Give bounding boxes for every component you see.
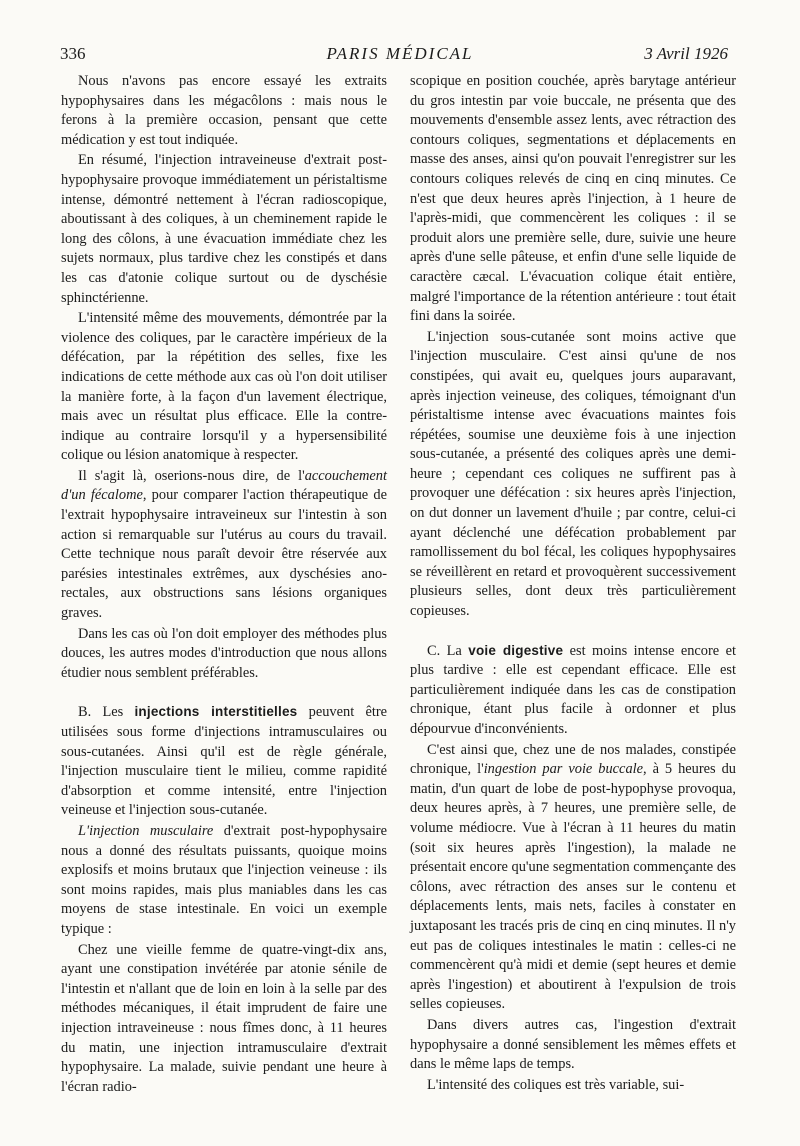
paragraph: scopique en position couchée, après barytage antérieur du gros intestin par voie buccale, ne présenta que des mouvements d'ensemble assez lents, avec rétraction des contours coliques, segmentations et déplacements en masse des anses, ainsi qu'on pouvait l'enregistrer sur les contours coliques relevés de cinq en cinq minutes. Ce n'est que deux heures après l'injection, à 1 heure de l'après-midi, que commencèrent les coliques : il se produit alors une première selle, dure, suivie une heure après d'une selle pâteuse, et enfin d'une selle liquide de caractère cæcal. L'évacuation colique était entière, malgré l'importance de la rétention antérieure : tout était fini dans la soirée. bbox=[410, 73, 736, 325]
paragraph-text: , à 5 heures du matin, d'un quart de lobe de post-hypophyse provoqua, deux heures après, à 7 heures, une première selle, de volume médiocre. Vue à l'écran à 11 heures du matin (soit six heures après l'ingestion), la malade ne présentait encore qu'une segmentation commençante des côlons, avec rétraction des anses sur le contenu et déplacements lents, mais nets, faciles à constater en juxtaposant les tracés pris de cinq en cinq minutes. Il n'y eut pas de coliques intestinales le matin : celles-ci ne commencèrent qu'à midi et demie (sept heures et demie après l'ingestion) et aboutirent à l'expulsion de trois selles copieuses. bbox=[410, 761, 736, 1013]
section-label: C. La bbox=[427, 642, 469, 659]
paragraph bbox=[61, 822, 387, 940]
paragraph: Chez une vieille femme de quatre-vingt-dix ans, ayant une constipation invétérée par atonie sénile de l'intestin et n'allant que de loin en loin à la selle par des méthodes mécaniques, il était imprudent de faire une injection intraveineuse : nous fîmes donc, à 11 heures du matin, une injection intramusculaire d'extrait hypophysaire. La malade, suivie pendant une heure à l'écran radio- bbox=[61, 941, 387, 1095]
page-number: 336 bbox=[60, 44, 86, 63]
section-c-paragraph bbox=[410, 641, 736, 740]
section-b-paragraph bbox=[61, 702, 387, 821]
paragraph: L'injection sous-cutanée sont moins active que l'injection musculaire. C'est ainsi qu'une de nos constipées, qui avait eu, quelques jours auparavant, après injection veineuse, des coliques, témoignant d'un péristaltisme intense avec évacuations maintes fois répétées, soumise une deuxième fois à une injection sous-cutanée, a présenté des coliques après une demi-heure ; cependant ces coliques ne suffirent pas à provoquer une défécation : six heures après l'injection, on dut donner un lavement d'huile ; par contre, celui-ci ayant déclenché une défécation probablement par ramollissement du bol fécal, les coliques hypophysaires se réveillèrent en retard et provoquèrent successivement plusieurs selles, dont deux très particulièrement copieuses. bbox=[410, 328, 736, 620]
section-label: B. Les bbox=[78, 704, 135, 721]
paragraph-text: Il s'agit là, oserions-nous dire, de l' bbox=[78, 467, 305, 484]
paragraph: L'intensité des coliques est très variable, sui- bbox=[427, 1076, 685, 1093]
paragraph-text: C'est ainsi que, chez une de nos malades, constipée chronique, l' bbox=[410, 741, 736, 778]
left-column bbox=[61, 72, 387, 1097]
paragraph: L'intensité même des mouvements, démontrée par la violence des coliques, par le caractère impérieux de la défécation, par la répétition des selles, fixe les indications de cette méthode aux cas où l'on doit utiliser la manière forte, à la façon d'un lavement électrique, mais avec un résultat plus efficace. Elle la contre-indique au contraire lorsqu'il y a hypersensibilité colique ou lésion anatomique à respecter. bbox=[61, 310, 387, 464]
paragraph-text: est moins intense encore et plus tardive : elle est cependant efficace. Elle est particulièrement indiquée dans les cas de constipation chronique, étant plus facile à ordonner et plus dépourvue d'inconvénients. bbox=[410, 642, 736, 737]
section-heading: voie digestive bbox=[468, 642, 564, 658]
issue-date: 3 Avril 1926 bbox=[644, 44, 728, 63]
paragraph-text: peuvent être utilisées sous forme d'injections intramusculaires ou sous-cutanées. Ainsi qu'il est de règle générale, l'injection musculaire tient le milieu, comme rapidité d'absorption et comme intensité, entre l'injection veineuse et l'injection sous-cutanée. bbox=[61, 704, 388, 819]
italic-phrase: ingestion par voie buccale bbox=[483, 761, 644, 778]
paragraph-text: , pour comparer l'action thérapeutique de l'extrait hypophysaire intraveineux sur l'intestin à son action si remarquable sur l'utérus au cours du travail. Cette technique nous paraît devoir être réservée aux parésies intestinales extrêmes, aux dyschésies ano-rectales, aux obstructions sans lésions organiques graves. bbox=[61, 487, 387, 622]
paragraph: Nous n'avons pas encore essayé les extraits hypophysaires dans les mégacôlons : mais nous le ferons à la première occasion, pensant que cette médication y est tout indiquée. bbox=[61, 73, 387, 148]
paragraph: Dans les cas où l'on doit employer des méthodes plus douces, les autres modes d'introduction que nous allons étudier nous semblent préférables. bbox=[61, 625, 387, 681]
italic-phrase: L'injection musculaire bbox=[78, 822, 214, 839]
paragraph bbox=[61, 467, 387, 624]
paragraph: Dans divers autres cas, l'ingestion d'extrait hypophysaire a donné sensiblement les mêmes effets et dans le même laps de temps. bbox=[410, 1016, 736, 1073]
journal-title: PARIS MÉDICAL bbox=[326, 44, 474, 63]
section-heading: injections interstitielles bbox=[134, 704, 298, 720]
paragraph bbox=[410, 741, 736, 1015]
right-column bbox=[410, 72, 736, 1095]
paragraph: En résumé, l'injection intraveineuse d'extrait post-hypophysaire provoque immédiatement un péristaltisme intense, démontré nettement à l'écran radioscopique, aboutissant à des coliques, à un cheminement rapide le long des côlons, à une évacuation immédiate chez les sujets normaux, plus tardive chez les constipés et dans les cas d'atonie colique surtout ou de dyschésie sphinctérienne. bbox=[61, 152, 387, 306]
paragraph-text: d'extrait post-hypophysaire nous a donné des résultats puissants, quoique moins explosifs et moins brutaux que l'injection veineuse : ils sont moins rapides, mais plus maniables dans les cas moyens de stase intestinale. En voici un exemple typique : bbox=[61, 822, 387, 937]
italic-phrase: accouchement d'un fécalome bbox=[61, 467, 387, 504]
